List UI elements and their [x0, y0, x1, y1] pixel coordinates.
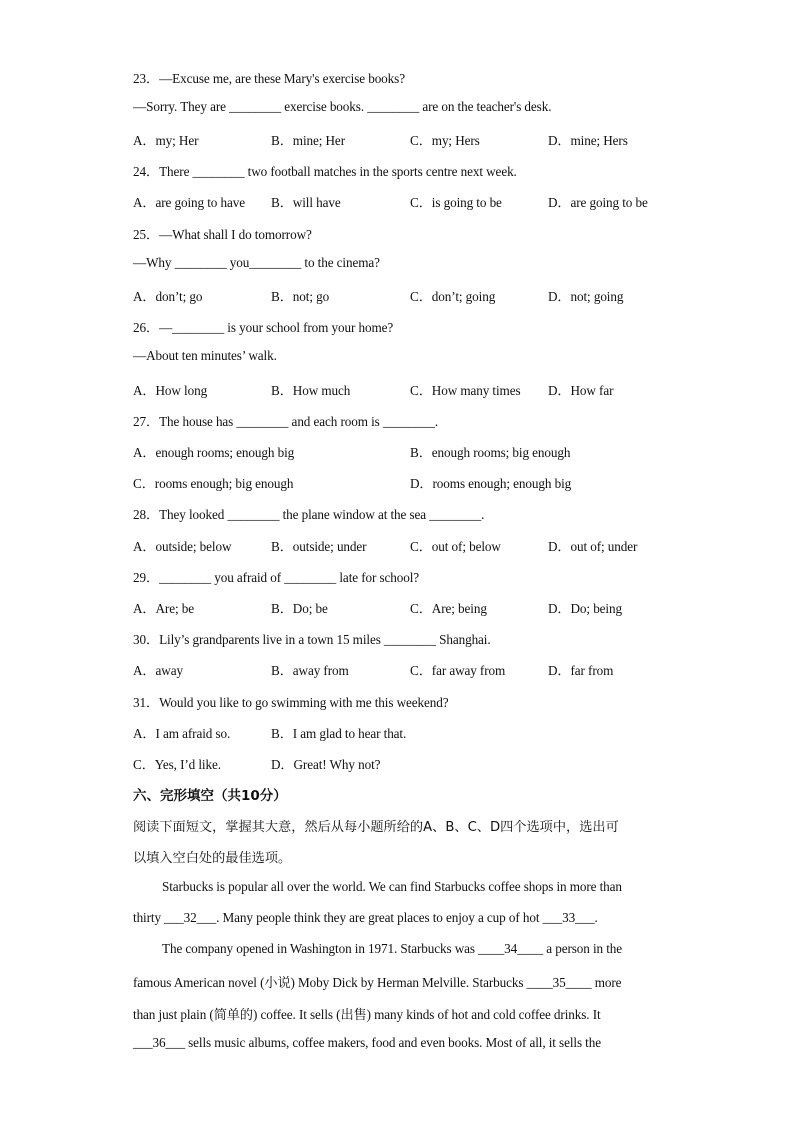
- question-23-option-d: D．mine; Hers: [548, 133, 628, 148]
- question-25-option-a: A．don’t; go: [133, 289, 203, 304]
- section-instruction-line-2: 以填入空白处的最佳选项。: [133, 851, 292, 866]
- question-31-option-c: C．Yes, I’d like.: [133, 757, 221, 772]
- passage-line: thirty ___32___. Many people think they are great places to enjoy a cup of hot ___33___.: [133, 910, 598, 925]
- section-title: 六、完形填空（共10分）: [133, 788, 287, 804]
- question-31-option-a: A．I am afraid so.: [133, 726, 231, 741]
- question-23-reply: —Sorry. They are ________ exercise books. ________ are on the teacher's desk.: [133, 99, 552, 114]
- passage-line: Starbucks is popular all over the world. We can find Starbucks coffee shops in more than: [162, 879, 622, 894]
- question-24-option-b: B．will have: [271, 195, 341, 210]
- question-30-option-c: C．far away from: [410, 663, 506, 678]
- question-28-option-a: A．outside; below: [133, 539, 232, 554]
- question-28-stem: 28．They looked ________ the plane window at the sea ________.: [133, 507, 485, 522]
- question-29-option-c: C．Are; being: [410, 601, 487, 616]
- question-31-stem: 31．Would you like to go swimming with me this weekend?: [133, 695, 449, 710]
- question-26-option-b: B．How much: [271, 383, 351, 398]
- question-23-stem: 23．—Excuse me, are these Mary's exercise books?: [133, 71, 405, 86]
- passage-line: famous American novel (小说) Moby Dick by Herman Melville. Starbucks ____35____ more: [133, 975, 622, 990]
- question-27-option-a: A．enough rooms; enough big: [133, 445, 295, 460]
- passage-line: ___36___ sells music albums, coffee makers, food and even books. Most of all, it sells the: [133, 1035, 601, 1050]
- question-24-stem: 24．There ________ two football matches in the sports centre next week.: [133, 164, 517, 179]
- question-25-stem: 25．—What shall I do tomorrow?: [133, 227, 312, 242]
- question-30-option-d: D．far from: [548, 663, 614, 678]
- question-31-option-b: B．I am glad to hear that.: [271, 726, 407, 741]
- question-29-option-d: D．Do; being: [548, 601, 622, 616]
- passage-line: The company opened in Washington in 1971. Starbucks was ____34____ a person in the: [162, 941, 623, 956]
- question-30-option-b: B．away from: [271, 663, 349, 678]
- question-27-option-c: C．rooms enough; big enough: [133, 476, 294, 491]
- question-28-option-c: C．out of; below: [410, 539, 501, 554]
- passage-line: than just plain (简单的) coffee. It sells (出售) many kinds of hot and cold coffee drinks. It: [133, 1007, 601, 1022]
- question-27-stem: 27．The house has ________ and each room is ________.: [133, 414, 439, 429]
- question-29-option-a: A．Are; be: [133, 601, 194, 616]
- question-26-option-c: C．How many times: [410, 383, 521, 398]
- section-instruction-line-1: 阅读下面短文，掌握其大意，然后从每小题所给的A、B、C、D四个选项中，选出可: [133, 820, 619, 835]
- question-25-reply: —Why ________ you________ to the cinema?: [133, 255, 380, 270]
- question-23-option-c: C．my; Hers: [410, 133, 480, 148]
- question-26-option-d: D．How far: [548, 383, 614, 398]
- question-26-option-a: A．How long: [133, 383, 208, 398]
- question-31-option-d: D．Great! Why not?: [271, 757, 381, 772]
- question-28-option-b: B．outside; under: [271, 539, 367, 554]
- question-29-option-b: B．Do; be: [271, 601, 328, 616]
- question-25-option-d: D．not; going: [548, 289, 624, 304]
- question-30-stem: 30．Lily’s grandparents live in a town 15 miles ________ Shanghai.: [133, 632, 491, 647]
- question-23-option-a: A．my; Her: [133, 133, 199, 148]
- question-23-option-b: B．mine; Her: [271, 133, 345, 148]
- question-29-stem: 29．________ you afraid of ________ late for school?: [133, 570, 420, 585]
- question-24-option-c: C．is going to be: [410, 195, 502, 210]
- question-26-reply: —About ten minutes’ walk.: [133, 348, 277, 363]
- question-26-stem: 26．—________ is your school from your home?: [133, 320, 394, 335]
- question-27-option-b: B．enough rooms; big enough: [410, 445, 571, 460]
- question-25-option-b: B．not; go: [271, 289, 330, 304]
- question-27-option-d: D．rooms enough; enough big: [410, 476, 572, 491]
- question-24-option-a: A．are going to have: [133, 195, 245, 210]
- question-28-option-d: D．out of; under: [548, 539, 638, 554]
- question-25-option-c: C．don’t; going: [410, 289, 496, 304]
- question-24-option-d: D．are going to be: [548, 195, 648, 210]
- question-30-option-a: A．away: [133, 663, 183, 678]
